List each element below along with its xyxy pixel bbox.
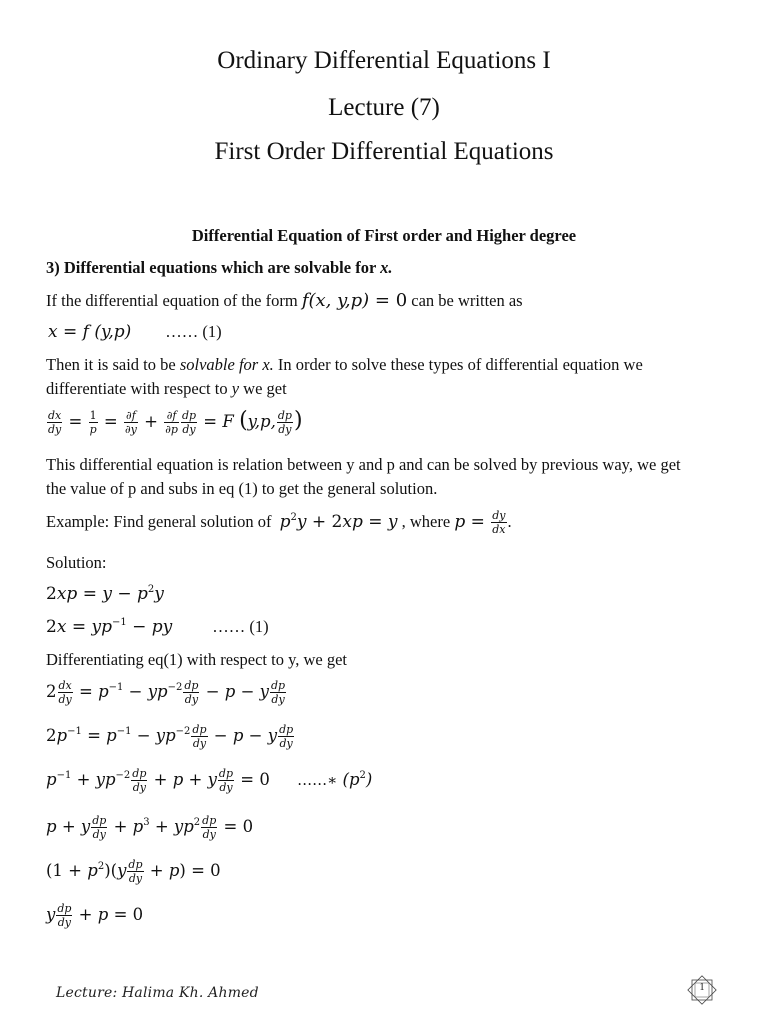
lecturer-signature: Lecture: Halima Kh. Ahmed bbox=[56, 985, 259, 1001]
subsection-heading-text: 3) Differential equations which are solvable for bbox=[46, 258, 376, 277]
solution-step-1: $2xp = y - p^2y$ bbox=[46, 584, 164, 604]
equation-1-label: …… (1) bbox=[165, 322, 222, 341]
equation-2-label: …… (1) bbox=[212, 617, 269, 636]
solution-step-3: 2 $\frac{dx}{dy}$ = $p^{-1} - yp^{-2}$ $\frac{dp}{dy}$ − p − y $\frac{dp}{dy}$ bbox=[46, 679, 286, 706]
solution-step-6: p + y $\frac{dp}{dy}$ + $p^3 + yp^2$ $\frac{dp}{dy}$ = 0 bbox=[46, 814, 254, 841]
solvable-text-a: Then it is said to be bbox=[46, 355, 176, 374]
paragraph-solvable bbox=[46, 355, 643, 375]
differentiate-var: y bbox=[231, 379, 240, 398]
differentiate-text: differentiate with respect to bbox=[46, 379, 228, 398]
paragraph-relation: This differential equation is relation between y and p and can be solved by previous way, we get bbox=[46, 455, 681, 474]
document-title: Ordinary Differential Equations I bbox=[217, 47, 551, 74]
page-number: 1 bbox=[699, 982, 705, 993]
equation-1: x = f (y,p) …… (1) bbox=[48, 322, 222, 342]
subsection-heading bbox=[46, 258, 392, 278]
lecture-topic: First Order Differential Equations bbox=[214, 138, 554, 165]
page-number-badge bbox=[686, 974, 718, 1006]
differentiating-text: Differentiating eq(1) with respect to y, we get bbox=[46, 650, 348, 669]
lecture-number: Lecture (7) bbox=[328, 94, 440, 121]
solution-step-7: $(1 + p^2)(y$ $\frac{dp}{dy}$ + p) = 0 bbox=[46, 858, 221, 885]
example-line: Example: Find general solution of $p^2y + 2xp = y$ , where p = $\frac{dy}{dx}$ . bbox=[46, 509, 512, 536]
derivative-equation: $\frac{dx}{dy}$ = $\frac{1}{p}$ = $\frac{\partial f}{\partial y}$ + $\frac{\partial f}{\partial p}$ $\frac{dp}{dy}$ = F (y,p, $\frac{dp}{dy}$ ) bbox=[48, 408, 303, 436]
example-where: , where bbox=[401, 512, 451, 531]
section-heading: Differential Equation of First order and Higher degree bbox=[191, 226, 577, 245]
multiply-label: ……∗ bbox=[297, 771, 338, 789]
subsection-heading-var: x. bbox=[380, 258, 393, 277]
form-equation: f(x, y,p) = 0 bbox=[301, 290, 408, 311]
solution-step-8: y $\frac{dp}{dy}$ + p = 0 bbox=[46, 902, 144, 929]
solution-label: Solution: bbox=[46, 553, 107, 572]
intro-line bbox=[46, 290, 523, 311]
paragraph-differentiate bbox=[46, 379, 287, 399]
intro-text-a: If the differential equation of the form bbox=[46, 291, 298, 310]
paragraph-general-solution: the value of p and subs in eq (1) to get the general solution. bbox=[46, 479, 438, 498]
solvable-text-b: In order to solve these types of differential equation we bbox=[277, 355, 643, 374]
solution-step-4: $2p^{-1} = p^{-1} - yp^{-2}$ $\frac{dp}{dy}$ − p − y $\frac{dp}{dy}$ bbox=[46, 723, 294, 750]
intro-text-b: can be written as bbox=[411, 291, 523, 310]
differentiate-text-b: we get bbox=[243, 379, 287, 398]
solution-step-2: $2x = yp^{-1}$ − py …… (1) bbox=[46, 617, 269, 637]
example-text: Example: Find general solution of bbox=[46, 512, 272, 531]
solution-step-5: $p^{-1} + yp^{-2}$ $\frac{dp}{dy}$ + p + y $\frac{dp}{dy}$ = 0 ……∗ $(p^2)$ bbox=[46, 767, 373, 794]
solvable-emphasis: solvable for x. bbox=[179, 355, 274, 374]
